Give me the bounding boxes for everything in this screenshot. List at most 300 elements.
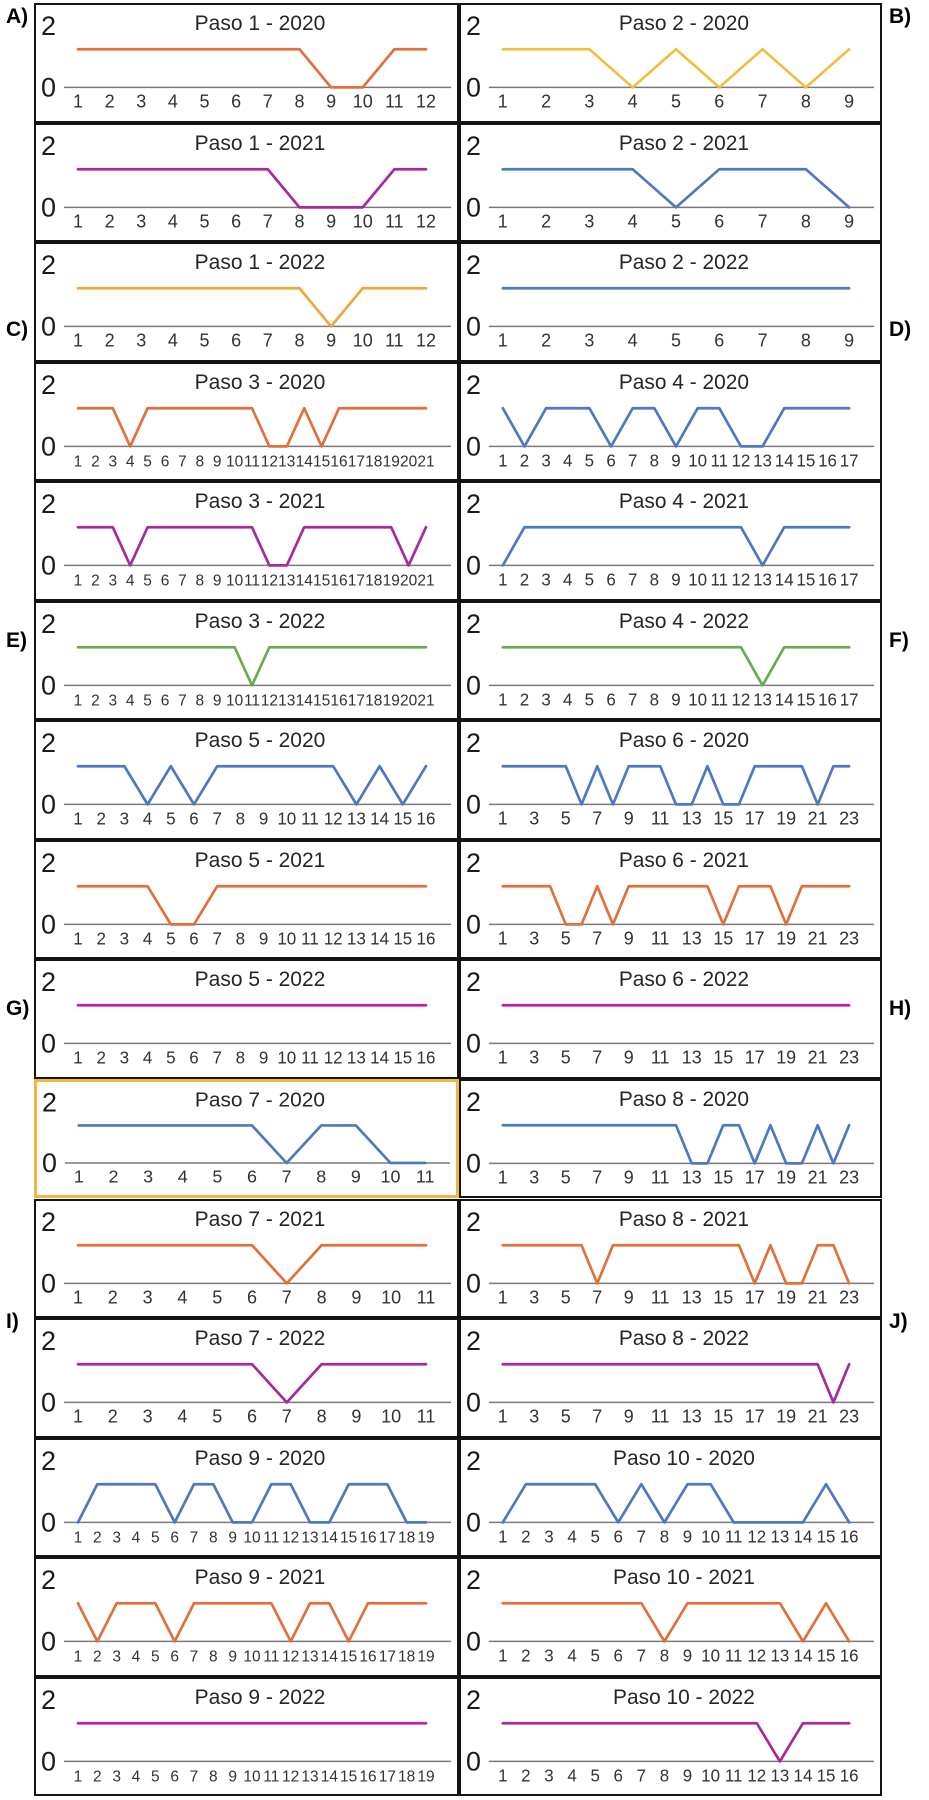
x-tick-label: 7 [212,929,222,949]
y-axis-label-0: 0 [465,909,481,940]
x-tick-label: 4 [142,929,153,949]
y-axis-label-2: 2 [41,1684,57,1715]
chart-title: Paso 1 - 2021 [194,131,326,155]
chart-title: Paso 8 - 2021 [618,1207,750,1231]
y-axis-label-0: 0 [41,311,57,342]
y-axis-label-0: 0 [465,1506,481,1538]
x-tick-label: 11 [263,1768,280,1786]
x-tick-label: 4 [177,1286,188,1307]
x-tick-label: 14 [774,690,794,710]
x-tick-label: 1 [72,1406,84,1427]
x-tick-label: 7 [281,1166,292,1187]
x-tick-label: 9 [623,1047,634,1068]
line-series [503,1603,849,1641]
x-tick-label: 2 [93,1648,102,1666]
x-tick-label: 14 [774,570,794,590]
y-axis-label-0: 0 [465,550,481,581]
x-tick-label: 7 [189,1768,199,1786]
x-tick-label: 11 [650,1167,670,1188]
x-tick-label: 1 [497,91,508,112]
y-axis-label-0: 0 [41,1267,57,1298]
y-axis-label-0: 0 [41,1626,57,1657]
x-tick-label: 11 [650,1406,670,1427]
y-axis-label-0: 0 [465,1387,481,1418]
x-tick-label: 11 [650,1286,670,1308]
x-tick-label: 1 [498,1766,508,1786]
chart-panel-paso-5-2022 [34,959,459,1079]
chart-panel-paso-3-2022 [34,601,459,721]
x-tick-label: 10 [352,91,373,112]
x-tick-label: 1 [73,809,83,829]
x-tick-label: 7 [178,453,187,471]
chart-panel-paso-10-2022 [459,1677,882,1797]
x-tick-label: 11 [243,453,261,471]
x-tick-label: 2 [91,453,100,471]
x-tick-label: 8 [294,330,305,351]
x-tick-label: 13 [753,690,772,710]
y-axis-label-2: 2 [465,967,481,998]
x-tick-label: 8 [195,692,205,710]
x-tick-label: 13 [278,692,296,710]
x-tick-label: 9 [682,1646,693,1666]
x-tick-label: 9 [212,692,222,710]
x-tick-label: 12 [415,91,437,112]
x-tick-label: 2 [519,570,530,590]
line-chart [36,125,457,241]
y-axis-label-2: 2 [41,847,57,879]
x-tick-label: 8 [800,330,811,351]
x-tick-label: 5 [670,330,681,351]
chart-title: Paso 5 - 2022 [194,968,326,992]
x-tick-labels [498,1406,859,1426]
chart-panel-paso-4-2022 [459,601,882,721]
x-tick-label: 19 [776,808,797,829]
x-tick-label: 5 [560,1406,571,1427]
y-axis-label-2: 2 [465,1684,481,1715]
x-tick-label: 9 [350,1166,361,1187]
x-tick-label: 12 [323,809,343,829]
x-tick-label: 6 [714,330,725,351]
x-tick-label: 4 [627,91,638,112]
y-axis-label-2: 2 [41,1206,57,1237]
x-tick-label: 21 [807,1406,828,1427]
x-tick-label: 5 [560,1047,571,1068]
x-tick-label: 2 [104,330,115,351]
x-tick-label: 12 [747,1766,767,1786]
y-axis-label-0: 0 [41,1506,57,1538]
x-tick-label: 7 [212,1048,222,1068]
x-tick-label: 11 [301,1048,319,1068]
x-tick-label: 9 [623,1167,634,1188]
x-tick-label: 19 [776,1047,797,1068]
chart-panel-paso-2-2020 [459,3,882,123]
x-tick-label: 15 [713,1406,734,1427]
x-tick-label: 3 [143,1166,154,1187]
chart-panel-paso-7-2022 [34,1318,459,1438]
x-tick-label: 9 [326,91,337,112]
x-tick-label: 6 [714,210,725,232]
x-tick-label: 21 [417,572,435,590]
x-tick-label: 1 [498,570,508,590]
panel-label-i: I) [6,1310,19,1333]
x-tick-label: 9 [326,330,337,351]
x-tick-label: 13 [681,808,702,829]
x-tick-label: 4 [627,330,638,351]
y-axis-label-2: 2 [41,130,57,161]
panel-label-a: A) [6,5,29,28]
x-tick-label: 6 [606,451,616,471]
x-tick-label: 6 [231,91,242,112]
x-tick-label: 14 [793,1766,813,1786]
x-tick-label: 10 [277,809,297,829]
x-tick-label: 4 [142,809,153,829]
x-tick-label: 19 [382,453,400,471]
y-axis-label-2: 2 [465,608,481,639]
x-tick-label: 2 [96,929,106,949]
x-tick-label: 13 [301,1648,319,1666]
x-tick-label: 7 [757,330,768,351]
x-tick-label: 10 [701,1766,721,1786]
x-tick-label: 5 [560,928,571,949]
x-tick-label: 12 [731,570,751,590]
x-tick-label: 17 [378,1768,396,1786]
x-tick-label: 18 [365,572,383,590]
chart-panel-paso-6-2020 [459,720,882,840]
panel-label-g: G) [6,997,30,1020]
x-tick-label: 9 [258,929,269,949]
x-tick-label: 13 [681,1047,702,1068]
x-tick-labels [74,573,435,590]
y-axis-label-2: 2 [41,489,57,520]
x-tick-label: 1 [497,1047,508,1068]
x-tick-label: 1 [73,572,83,590]
x-tick-labels [74,1529,435,1546]
y-axis-label-0: 0 [41,1746,57,1777]
chart-title: Paso 7 - 2022 [194,1327,326,1351]
x-tick-labels [498,91,854,111]
x-tick-label: 8 [209,1768,218,1786]
x-tick-label: 7 [592,928,603,949]
x-tick-label: 4 [167,210,178,232]
chart-title: Paso 10 - 2020 [613,1446,755,1470]
x-tick-label: 2 [541,210,552,232]
x-tick-labels [74,1768,435,1785]
x-tick-label: 3 [142,1286,153,1307]
x-tick-labels [73,810,435,829]
chart-title: Paso 3 - 2020 [194,370,326,394]
x-tick-label: 7 [189,1648,199,1666]
x-tick-labels [74,453,435,470]
x-tick-label: 19 [417,1648,435,1666]
line-series [78,1364,426,1402]
line-chart [461,961,880,1077]
x-tick-label: 2 [541,91,552,112]
x-tick-label: 12 [282,1529,300,1547]
chart-panel-paso-8-2021 [459,1199,882,1319]
x-tick-label: 17 [744,1047,765,1068]
x-tick-label: 5 [143,572,152,590]
x-tick-label: 17 [744,808,765,829]
x-tick-label: 3 [108,692,118,710]
x-tick-label: 16 [839,1646,859,1666]
chart-panel-paso-9-2022 [34,1677,459,1797]
line-chart [36,603,457,719]
x-tick-label: 3 [544,1766,554,1786]
x-tick-label: 7 [592,1167,603,1188]
y-axis-label-0: 0 [465,191,481,223]
x-tick-label: 15 [340,1768,358,1786]
x-tick-label: 5 [670,91,681,112]
x-tick-label: 13 [301,1768,319,1786]
y-axis-label-2: 2 [465,489,481,520]
x-tick-label: 15 [713,1047,734,1068]
line-chart [461,842,880,958]
x-tick-label: 5 [590,1646,600,1666]
x-tick-label: 13 [681,1286,702,1308]
line-chart [36,722,457,838]
x-tick-label: 1 [73,929,83,949]
chart-title: Paso 2 - 2020 [618,12,750,36]
x-tick-label: 3 [544,1646,554,1666]
x-tick-label: 7 [592,1047,603,1068]
x-tick-labels [498,1766,858,1785]
line-series [78,527,426,565]
x-tick-label: 10 [243,1648,261,1666]
chart-panel-paso-8-2020 [459,1079,882,1199]
x-tick-label: 19 [382,692,400,710]
x-tick-label: 7 [262,91,273,112]
x-tick-label: 9 [844,91,855,112]
x-tick-label: 9 [228,1768,237,1786]
line-chart [36,5,457,121]
x-tick-label: 11 [301,929,319,949]
x-tick-label: 7 [281,1406,292,1427]
x-tick-label: 11 [385,210,404,232]
x-tick-label: 19 [417,1768,435,1786]
chart-title: Paso 2 - 2021 [618,131,750,155]
x-tick-label: 3 [142,1406,153,1427]
x-tick-label: 9 [351,1406,362,1427]
chart-title: Paso 6 - 2020 [618,729,750,753]
y-axis-label-2: 2 [41,1087,57,1118]
x-tick-label: 19 [776,1406,797,1427]
chart-title: Paso 4 - 2020 [618,370,750,394]
x-tick-label: 9 [326,210,337,232]
y-axis-label-2: 2 [465,1206,481,1237]
x-tick-label: 5 [560,1286,571,1308]
x-tick-label: 3 [136,91,147,112]
y-axis-label-2: 2 [41,608,57,639]
x-tick-label: 14 [793,1646,813,1666]
y-axis-label-2: 2 [465,1086,481,1118]
x-tick-label: 1 [497,1167,508,1188]
x-tick-label: 5 [199,210,210,232]
chart-title: Paso 6 - 2022 [618,968,750,992]
x-tick-label: 15 [816,1766,836,1786]
line-series [503,886,849,924]
line-chart [36,1440,457,1556]
x-tick-labels [498,1167,859,1187]
x-tick-labels [73,331,436,351]
x-tick-label: 13 [681,1406,702,1427]
x-tick-label: 14 [320,1648,338,1666]
x-tick-label: 5 [670,210,681,232]
panel-label-h: H) [889,997,912,1020]
x-tick-label: 3 [529,1286,540,1308]
panel-label-d: D) [889,318,912,341]
chart-panel-paso-9-2020 [34,1438,459,1558]
x-tick-label: 9 [623,1286,634,1308]
x-tick-label: 4 [177,1406,188,1427]
x-tick-label: 7 [636,1766,647,1786]
x-tick-labels [498,211,854,231]
x-tick-label: 12 [260,572,279,590]
x-tick-label: 10 [225,453,244,471]
line-chart [36,1679,457,1795]
chart-panel-paso-5-2021 [34,840,459,960]
chart-panel-paso-1-2022 [34,242,459,362]
x-tick-labels [498,1647,858,1666]
x-tick-labels [498,690,858,709]
chart-title: Paso 10 - 2022 [613,1685,755,1709]
x-tick-label: 17 [744,1167,765,1188]
y-axis-label-0: 0 [41,1028,57,1059]
x-tick-label: 6 [246,1166,257,1187]
x-tick-label: 11 [724,1766,743,1786]
x-tick-label: 3 [108,572,118,590]
y-axis-label-0: 0 [465,430,481,462]
x-tick-label: 4 [125,453,135,471]
chart-title: Paso 8 - 2020 [618,1087,750,1112]
chart-panel-paso-3-2021 [34,481,459,601]
x-tick-label: 13 [681,1167,702,1188]
x-tick-label: 2 [541,330,552,351]
x-tick-label: 9 [682,1766,693,1786]
line-chart [37,1082,456,1196]
x-tick-label: 16 [839,1527,859,1547]
x-tick-label: 23 [839,1286,860,1308]
line-chart [461,125,880,241]
x-tick-label: 2 [519,451,530,471]
x-tick-label: 15 [713,808,734,829]
x-tick-label: 3 [529,1406,540,1427]
chart-panel-paso-1-2020 [34,3,459,123]
x-tick-label: 5 [151,1648,160,1666]
chart-panel-paso-1-2021 [34,123,459,243]
x-tick-label: 7 [636,1646,647,1666]
x-tick-label: 13 [278,453,296,471]
x-tick-label: 8 [209,1648,218,1666]
x-tick-label: 6 [170,1768,179,1786]
x-tick-label: 6 [613,1527,623,1547]
panel-label-b: B) [889,5,912,28]
x-tick-label: 5 [584,451,595,471]
line-series [503,1245,849,1283]
panel-label-e: E) [6,629,27,652]
x-tick-labels [73,211,436,231]
x-tick-label: 9 [844,330,855,351]
x-tick-label: 3 [541,690,551,710]
chart-panel-paso-7-2020 [34,1079,459,1199]
x-tick-label: 5 [143,692,152,710]
x-tick-label: 5 [199,330,210,351]
x-tick-label: 11 [301,809,319,829]
x-tick-label: 10 [381,1286,402,1307]
x-tick-label: 6 [189,809,199,829]
x-tick-label: 8 [316,1406,327,1427]
x-tick-label: 3 [529,1047,540,1068]
x-tick-label: 23 [839,1406,860,1427]
x-tick-label: 1 [73,453,83,471]
y-axis-label-2: 2 [41,11,57,42]
x-tick-label: 10 [277,1048,297,1068]
x-tick-label: 14 [774,451,794,471]
x-tick-label: 3 [119,1048,130,1068]
x-tick-label: 8 [659,1646,670,1666]
x-tick-label: 12 [415,330,437,351]
x-tick-label: 11 [243,572,261,590]
x-tick-label: 12 [260,453,279,471]
x-tick-label: 10 [243,1529,261,1547]
y-axis-label-0: 0 [41,550,57,581]
x-tick-label: 20 [399,453,418,471]
x-tick-label: 21 [807,1047,828,1068]
chart-title: Paso 1 - 2020 [194,12,326,36]
line-series [503,767,849,805]
y-axis-label-2: 2 [41,369,57,400]
x-tick-label: 21 [417,453,435,471]
x-tick-label: 2 [521,1766,531,1786]
x-tick-label: 15 [312,453,331,471]
x-tick-label: 11 [710,690,729,710]
x-tick-label: 10 [688,570,708,590]
x-tick-label: 3 [529,1167,540,1188]
chart-title: Paso 7 - 2020 [194,1088,325,1112]
x-tick-label: 20 [399,572,418,590]
chart-title: Paso 9 - 2021 [194,1566,326,1590]
x-tick-label: 12 [260,692,279,710]
x-tick-label: 10 [225,692,244,710]
x-tick-label: 2 [91,572,100,590]
x-tick-label: 21 [807,1167,828,1188]
line-series [78,1603,426,1641]
chart-title: Paso 7 - 2021 [194,1207,326,1231]
x-tick-label: 3 [584,210,595,232]
x-tick-label: 8 [294,210,305,232]
x-tick-label: 23 [839,1167,860,1188]
chart-panel-paso-9-2021 [34,1557,459,1677]
x-tick-label: 15 [816,1527,836,1547]
y-axis-label-0: 0 [465,670,481,701]
x-tick-label: 3 [541,451,551,471]
x-tick-label: 1 [73,1529,83,1547]
chart-panel-paso-8-2022 [459,1318,882,1438]
chart-title: Paso 3 - 2022 [194,609,326,633]
x-tick-label: 5 [151,1768,160,1786]
line-series [78,886,426,924]
y-axis-label-0: 0 [465,1626,481,1657]
chart-panel-paso-4-2020 [459,362,882,482]
y-axis-label-0: 0 [41,72,57,103]
x-tick-label: 7 [262,210,273,232]
x-tick-label: 6 [606,570,616,590]
line-chart [461,483,880,599]
x-tick-label: 15 [393,809,413,829]
chart-title: Paso 9 - 2020 [194,1446,326,1470]
x-tick-label: 8 [649,690,660,710]
x-tick-label: 4 [125,692,135,710]
x-tick-label: 2 [96,1048,106,1068]
